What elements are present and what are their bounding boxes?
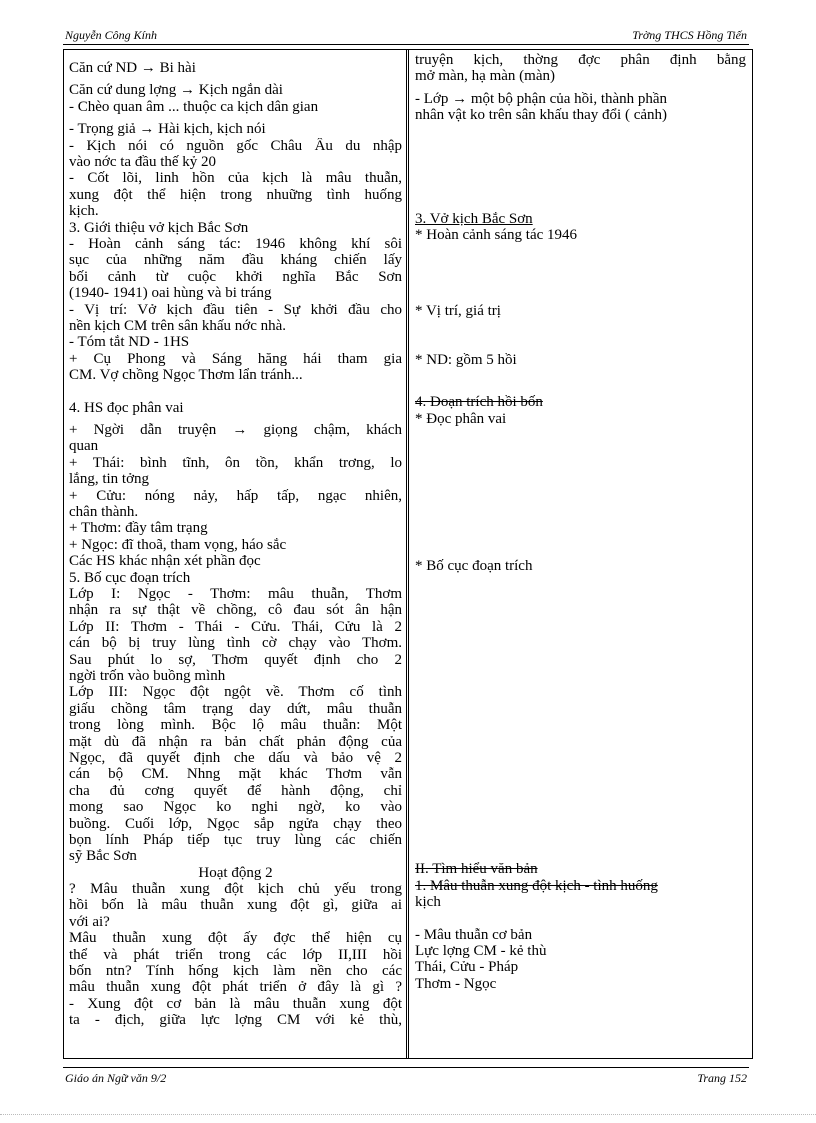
section-heading: 5. Bố cục đoạn trích <box>69 569 191 586</box>
text-line: vào nớc ta đầu thế kỷ 20 <box>69 154 217 171</box>
text-line: Căn cứ ND → Bi hài <box>69 60 196 76</box>
text-line: Thái, Cửu - Pháp <box>415 959 519 976</box>
text-line: kịch <box>415 894 441 911</box>
text-line: kịch. <box>69 203 99 220</box>
text-line: * Đọc phân vai <box>415 410 507 427</box>
text-line: sục của những năm đầu kháng chiến lấy <box>69 252 402 269</box>
text-line: + Cửu: nóng nảy, hấp tấp, ngạc nhiên, <box>69 487 402 504</box>
text-line: Căn cứ dung lợng → Kịch ngắn dài <box>69 82 283 99</box>
text-line: + Ngời dẫn truyện → giọng chậm, khách <box>69 422 402 438</box>
section-heading: 4. HS đọc phân vai <box>69 399 184 416</box>
page-header <box>63 28 749 45</box>
text-line: mâu thuẫn xung đột phát triển ở đây là gì ? <box>69 979 402 996</box>
text-line: * ND: gồm 5 hồi <box>415 351 517 368</box>
text-line: cán bộ bị truy lùng tình cờ chạy vào Thơm. <box>69 635 402 652</box>
text-line: hồi bốn là mâu thuẫn xung đột gì, giữa ai <box>69 897 402 914</box>
text-line: thể và phát triển trong các lớp II,III hồi <box>69 946 402 963</box>
content-column <box>409 50 752 1058</box>
text-line: + Thái: bình tĩnh, ôn tồn, khẩn trơng, lo <box>69 454 402 471</box>
text-line: + Cụ Phong và Sáng hăng hái tham gia <box>69 350 402 367</box>
text-line: + Thơm: đầy tâm trạng <box>69 520 208 537</box>
text-line: bốn ntn? Tính hống kịch làm nền cho các <box>69 963 402 980</box>
footer-page-number: Trang 152 <box>697 1071 747 1085</box>
page-footer <box>63 1067 749 1086</box>
header-author: Nguyễn Công Kính <box>65 28 157 42</box>
text-line: Sau phút lo sợ, Thơm quyết định cho 2 <box>69 651 402 668</box>
text-line: mặt dù đã nhận ra bản chất phản động của <box>69 733 402 750</box>
text-line: * Hoàn cảnh sáng tác 1946 <box>415 227 578 244</box>
section-heading: II. Tìm hiểu văn bản <box>415 861 538 878</box>
text-line: Lớp II: Thơm - Thái - Cửu. Thái, Cửu là 2 <box>69 618 402 635</box>
text-line: - Cốt lõi, linh hồn của kịch là mâu thuẫn, <box>69 170 402 187</box>
activity-column <box>64 50 409 1058</box>
text-line: - Kịch nói có nguồn gốc Châu Âu du nhập <box>69 137 402 154</box>
text-line: - Chèo quan âm ... thuộc ca kịch dân gian <box>69 98 319 115</box>
header-school: Trờng THCS Hồng Tiến <box>632 28 747 42</box>
text-line: bọn lính Pháp tiếp tục truy lùng các chiến <box>69 831 402 848</box>
page-bottom-rule <box>0 1114 816 1115</box>
text-line: lắng, tin tởng <box>69 471 150 488</box>
text-line: giấu chồng tâm trạng day dứt, mâu thuẫn <box>69 700 402 717</box>
section-heading: 3. Vở kịch Bắc Sơn <box>415 210 533 227</box>
text-line: Mâu thuẫn xung đột ấy đợc thể hiện cụ <box>69 930 402 947</box>
text-line: quan <box>69 438 99 455</box>
text-line: buồng. Cuối lớp, Ngọc sắp ngửa chạy theo <box>69 815 402 832</box>
text-line: Ngọc, đã quyết định che dấu và bảo vệ 2 <box>69 749 402 766</box>
text-line: cha đủ cơng quyết để hành động, chỉ <box>69 782 402 799</box>
text-line: - Tóm tắt ND - 1HS <box>69 334 190 351</box>
text-line: - Vị trí: Vở kịch đầu tiên - Sự khởi đầu cho <box>69 301 402 318</box>
text-line: - Xung đột cơ bản là mâu thuẫn xung đột <box>69 995 402 1012</box>
text-line: * Vị trí, giá trị <box>415 303 501 320</box>
text-line: ? Mâu thuẫn xung đột kịch chủ yếu trong <box>69 881 402 898</box>
section-heading: 4. Đoạn trích hồi bốn <box>415 394 543 411</box>
text-line: Lớp III: Ngọc đột ngột về. Thơm cố tình <box>69 684 402 701</box>
text-line: ngời trốn vào buồng mình <box>69 667 226 684</box>
text-line: * Bố cục đoạn trích <box>415 558 533 575</box>
text-line: - Lớp → một bộ phận của hồi, thành phần <box>415 90 668 107</box>
text-line: (1940- 1941) oai hùng và bi tráng <box>69 285 272 302</box>
text-line: mở màn, hạ màn (màn) <box>415 68 555 85</box>
section-heading: 3. Giới thiệu vở kịch Bắc Sơn <box>69 219 249 236</box>
text-line: bối cảnh từ cuộc khởi nghĩa Bắc Sơn <box>69 268 402 285</box>
text-line: chân thành. <box>69 503 139 520</box>
section-heading: 1. Mâu thuẫn xung đột kịch - tình huống <box>415 877 658 894</box>
text-line: truyện kịch, thờng đợc phân định bằng <box>415 52 746 68</box>
text-line: Lực lợng CM - kẻ thù <box>415 943 547 960</box>
text-line: nền kịch CM trên sân khấu nớc nhà. <box>69 317 287 334</box>
text-line: Các HS khác nhận xét phần đọc <box>69 553 261 570</box>
text-line: CM. Vợ chồng Ngọc Thơm lẩn tránh... <box>69 367 303 384</box>
text-line: Lớp I: Ngọc - Thơm: mâu thuẫn, Thơm <box>69 586 402 603</box>
text-line: - Mâu thuẫn cơ bản <box>415 926 533 943</box>
text-line: + Ngọc: đĩ thoã, tham vọng, háo sắc <box>69 536 287 553</box>
text-line: xung đột thể hiện trong nhuững tình huống <box>69 186 402 203</box>
text-line: - Hoàn cảnh sáng tác: 1946 không khí sôi <box>69 236 402 253</box>
text-line: Thơm - Ngọc <box>415 975 497 992</box>
text-line: với ai? <box>69 913 110 930</box>
activity-heading: Hoạt động 2 <box>198 864 273 881</box>
text-line: cán bộ CM. Nhng mặt khác Thơm vẫn <box>69 766 402 783</box>
text-line: nhân vật ko trên sân khấu thay đổi ( cảnh) <box>415 107 668 124</box>
text-line: sỹ Bắc Sơn <box>69 848 137 865</box>
footer-subject: Giáo án Ngữ văn 9/2 <box>65 1071 167 1085</box>
lesson-table <box>63 49 753 1059</box>
text-line: mong sao Ngọc ko nghi ngờ, ko vào <box>69 799 402 816</box>
text-line: trong lòng mình. Bộc lộ mâu thuẫn: Một <box>69 717 402 734</box>
text-line: nhận ra sự thật về chồng, cô đau sót ân hận <box>69 602 402 619</box>
text-line: ta - địch, giữa lực lợng CM với kẻ thù, <box>69 1012 402 1029</box>
text-line: - Trọng giả → Hài kịch, kịch nói <box>69 121 266 138</box>
